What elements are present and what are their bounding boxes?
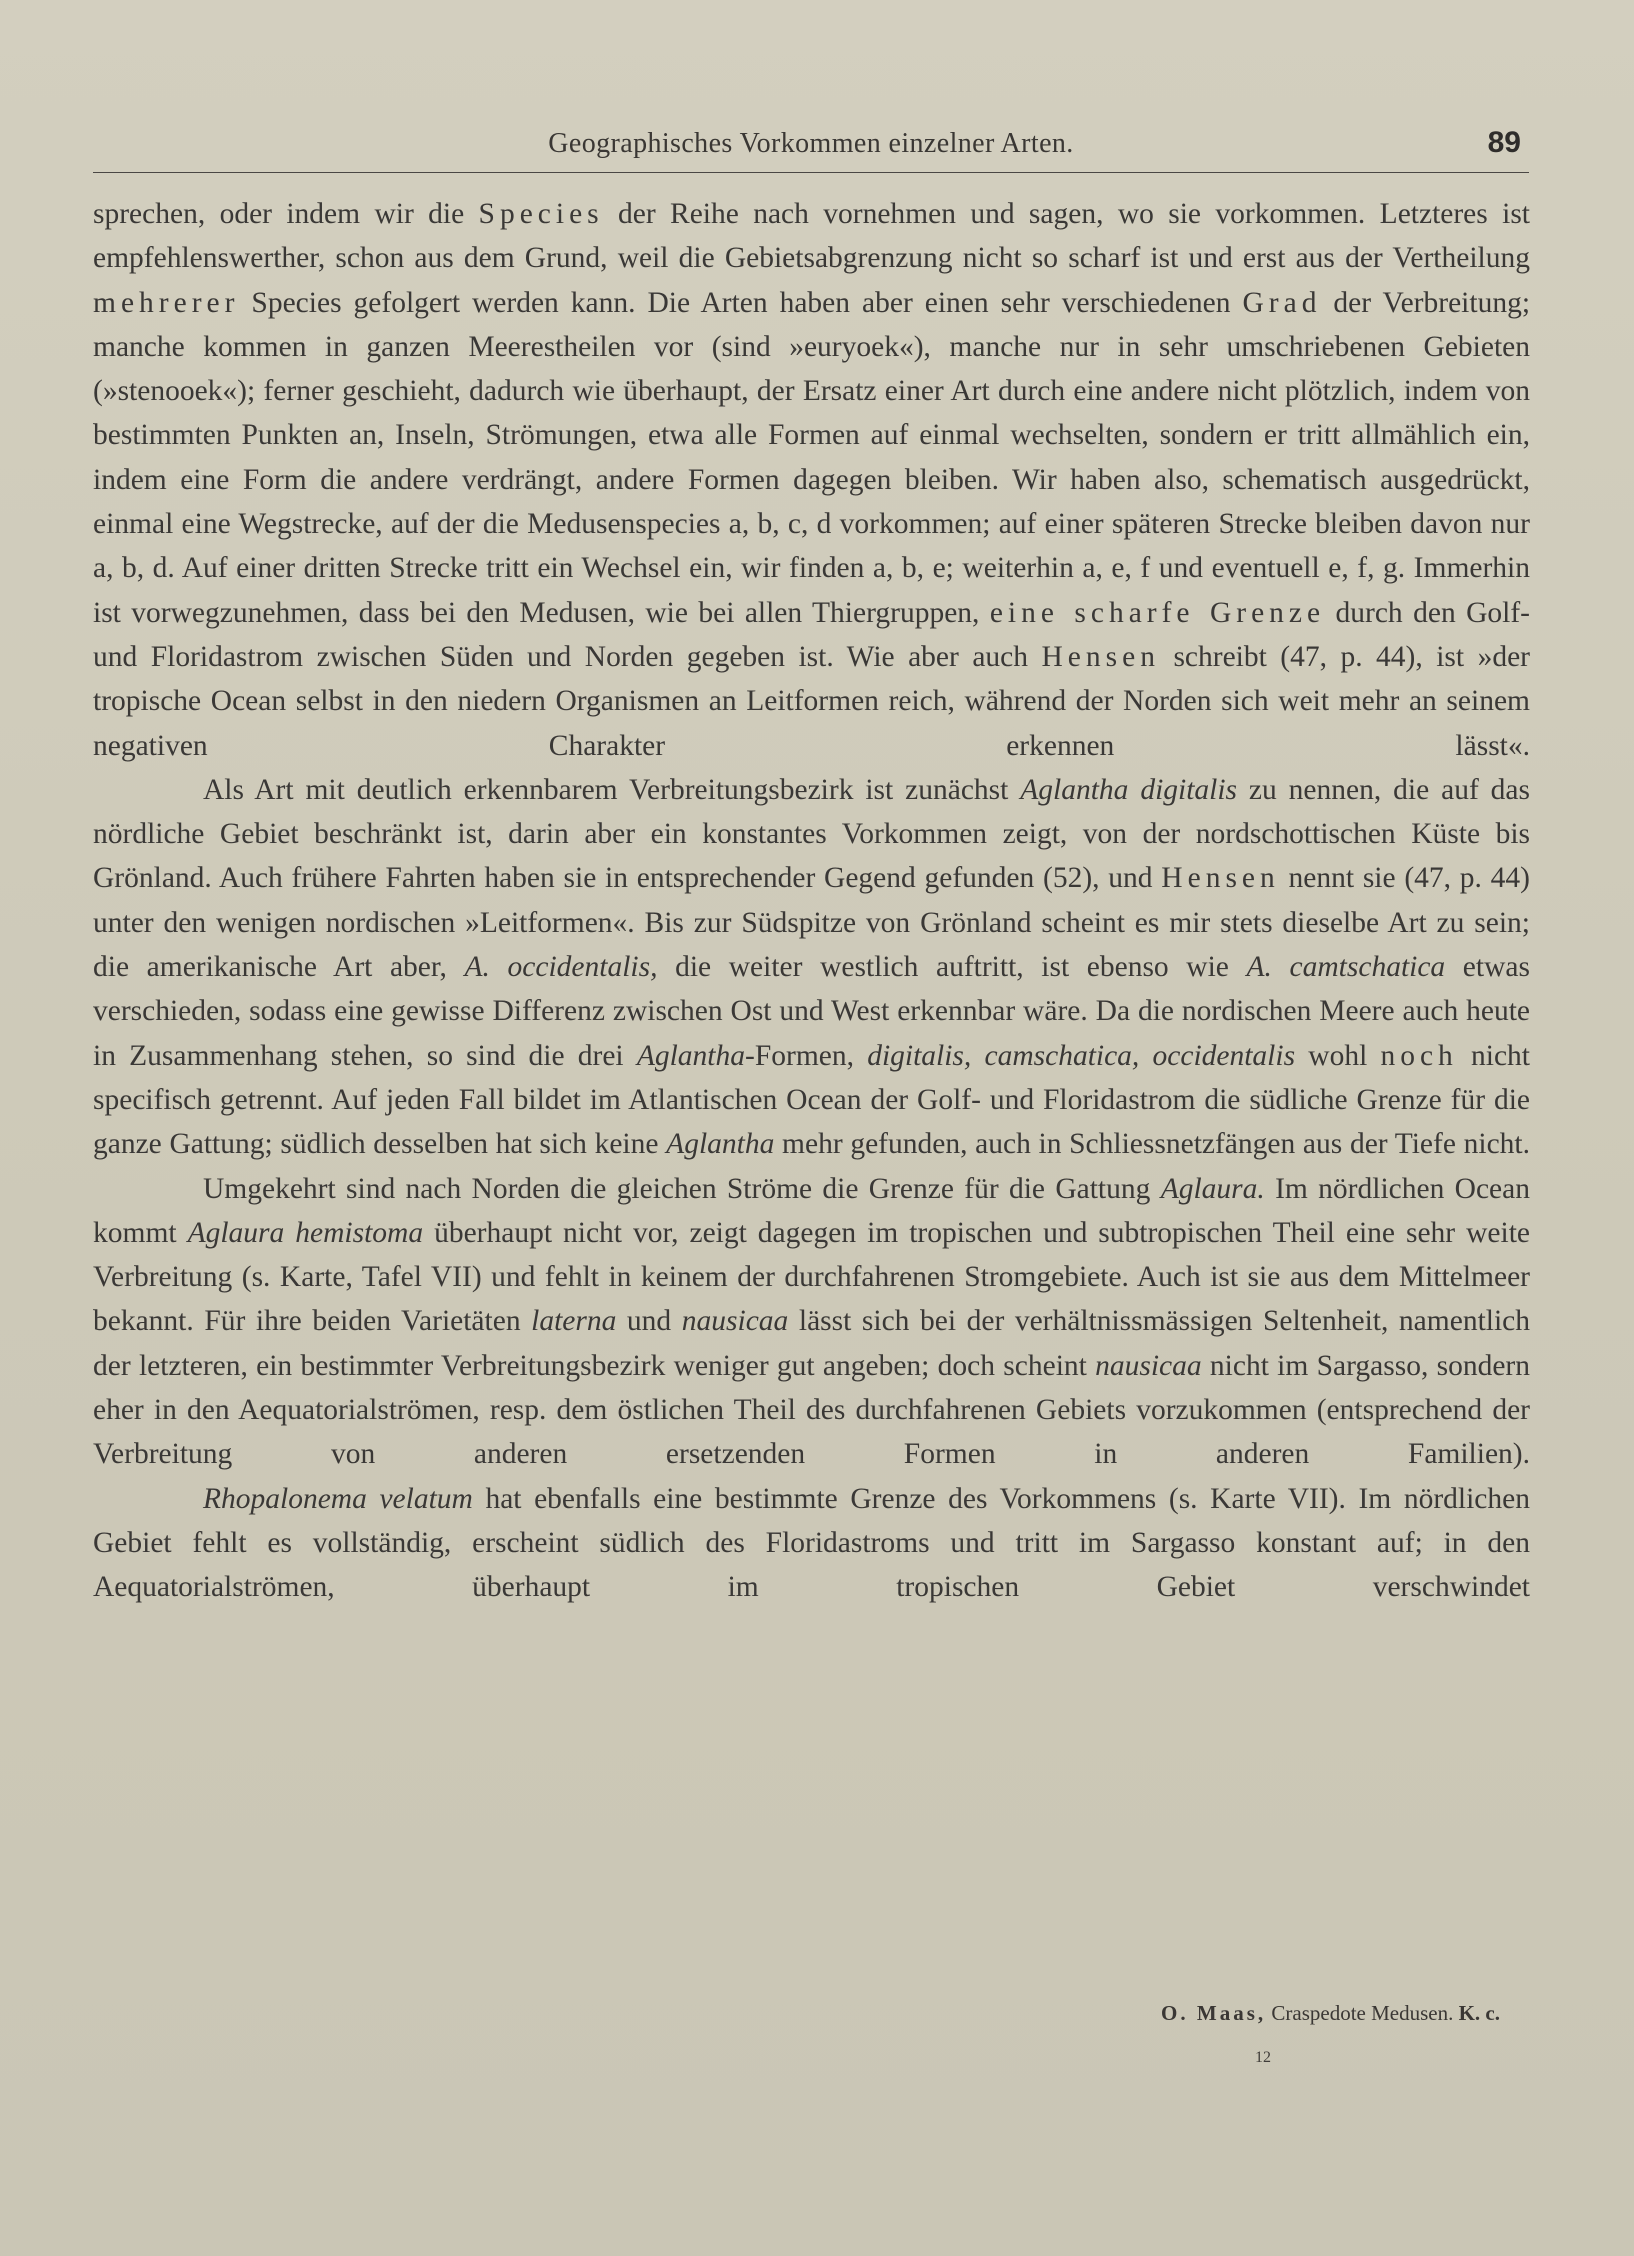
body-text [93, 192, 1530, 1610]
italic-term: Aglantha [666, 1128, 775, 1161]
signature-section: K. c. [1458, 2001, 1500, 2025]
text-run: überhaupt nicht vor, zeigt dagegen im tropischen und subtropischen Theil eine sehr weite Verbreitung (s. Karte, Tafel VII) und fehlt in keinem der durchfahrenen Stromgebiete. Auch ist sie aus dem Mittelmeer bekannt. Für ihre beiden Varietäten [93, 1216, 1530, 1338]
paragraph [93, 768, 1530, 1167]
header-rule [93, 172, 1529, 173]
text-run: -Formen, [745, 1039, 868, 1072]
spaced-emphasis: Species [478, 198, 604, 230]
spaced-emphasis: Grad [1242, 286, 1322, 319]
text-run: zu nennen, die auf das nördliche Gebiet beschränkt ist, darin aber ein konstantes Vorkommen zeigt, von der nordschottischen Küste bis Grönland. Auch frühere Fahrten haben sie in entsprechender Gegend gefunden (52), und [93, 773, 1530, 895]
text-run: Im nördlichen Ocean kommt [93, 1172, 1530, 1249]
text-run: nicht specifisch getrennt. Auf jeden Fall bildet im Atlantischen Ocean der Golf- und Floridastrom die südliche Grenze für die ganze Gattung; südlich desselben hat sich keine [93, 1039, 1531, 1161]
italic-term: nausicaa [1095, 1349, 1202, 1382]
paragraph [93, 192, 1530, 768]
text-run: Species gefolgert werden kann. Die Arten haben aber einen sehr verschiedenen [239, 286, 1243, 319]
text-run: der Reihe nach vornehmen und sagen, wo sie vorkommen. Letzteres ist empfehlenswerther, schon aus dem Grund, weil die Gebietsabgrenzung nicht so scharf ist und erst aus der Vertheilung [93, 198, 1530, 275]
paragraph [93, 1477, 1530, 1610]
text-run: Als Art mit deutlich erkennbarem Verbreitungsbezirk ist zunächst [203, 773, 1021, 806]
italic-term: Aglantha [636, 1039, 746, 1072]
sheet-number: 12 [1255, 2049, 1271, 2066]
text-run: hat ebenfalls eine bestimmte Grenze des Vorkommens (s. Karte VII). Im nördlichen Gebiet fehlt es vollständig, erscheint südlich des Floridastroms und tritt im Sargasso konstant auf; in den Aequatorialströmen, überhaupt im tropischen Gebiet verschwindet [93, 1482, 1530, 1604]
text-run: wohl [1295, 1039, 1381, 1072]
signature-work: Craspedote Medusen. [1271, 2001, 1454, 2025]
text-run: schreibt (47, p. 44), ist »der tropische Ocean selbst in den niedern Organismen an Leitformen reich, während der Norden sich weit mehr an seinem negativen Charakter erkennen lässt«. [93, 640, 1530, 762]
spaced-emphasis: Hensen [1041, 640, 1160, 673]
text-run: nicht im Sargasso, sondern eher in den Aequatorialströmen, resp. dem östlichen Theil des durchfahrenen Gebiets vorzukommen (entsprechend der Verbreitung von anderen ersetzenden Formen in anderen Familien). [93, 1349, 1530, 1471]
spaced-emphasis: Hensen [1161, 862, 1280, 895]
italic-term: laterna [531, 1305, 617, 1338]
signature-line [1000, 2001, 1500, 2026]
text-run: die weiter westlich auftritt, ist ebenso wie [657, 951, 1247, 984]
italic-term: digitalis, camschatica, occidentalis [867, 1039, 1296, 1072]
text-run: sprechen, oder indem wir die [93, 198, 479, 230]
spaced-emphasis: noch [1380, 1039, 1458, 1072]
italic-term: Aglaura. [1160, 1172, 1265, 1205]
text-run: nennt sie (47, p. 44) unter den wenigen nordischen »Leitformen«. Bis zur Südspitze von Grönland scheint es mir stets dieselbe Art zu sein; die amerikanische Art aber, [93, 862, 1530, 984]
signature-author: O. Maas, [1161, 2001, 1267, 2025]
text-run: durch den Golf- und Floridastrom zwischen Süden und Norden gegeben ist. Wie aber auch [93, 596, 1530, 673]
text-run: und [616, 1305, 682, 1338]
page-number: 89 [1487, 126, 1521, 159]
italic-term: Rhopalonema velatum [203, 1482, 473, 1515]
spaced-emphasis: eine scharfe Grenze [989, 596, 1326, 629]
italic-term: A. occidentalis, [464, 951, 658, 984]
running-title: Geographisches Vorkommen einzelner Arten. [548, 128, 1074, 159]
running-header [93, 128, 1529, 176]
text-run: der Verbreitung; manche kommen in ganzen Meerestheilen vor (sind »euryoek«), manche nur in sehr umschriebenen Gebieten (»stenooek«); ferner geschieht, dadurch wie überhaupt, der Ersatz einer Art durch eine andere nicht plötzlich, indem von bestimmten Punkten an, Inseln, Strömungen, etwa alle Formen auf einmal wechselten, sondern er tritt allmählich ein, indem eine Form die andere verdrängt, andere Formen dagegen bleiben. Wir haben also, schematisch ausgedrückt, einmal eine Wegstrecke, auf der die Medusenspecies a, b, c, d vorkommen; auf einer späteren Strecke bleiben davon nur a, b, d. Auf einer dritten Strecke tritt ein Wechsel ein, wir finden a, b, e; weiterhin a, e, f und eventuell e, f, g. Immerhin ist vorwegzunehmen, dass bei den Medusen, wie bei allen Thiergruppen, [93, 286, 1531, 629]
text-run: lässt sich bei der verhältnissmässigen Seltenheit, namentlich der letzteren, ein bestimmter Verbreitungsbezirk weniger gut angeben; doch scheint [93, 1305, 1530, 1382]
spaced-emphasis: mehrerer [93, 286, 240, 319]
paragraph [93, 1167, 1530, 1477]
italic-term: nausicaa [681, 1305, 789, 1338]
text-run: etwas verschieden, sodass eine gewisse Differenz zwischen Ost und West erkennbar wäre. Da die nordischen Meere auch heute in Zusammenhang stehen, so sind die drei [93, 951, 1530, 1072]
italic-term: Aglaura hemistoma [187, 1216, 424, 1249]
text-run: Umgekehrt sind nach Norden die gleichen Ströme die Grenze für die Gattung [203, 1172, 1161, 1205]
text-run: mehr gefunden, auch in Schliessnetzfängen aus der Tiefe nicht. [774, 1128, 1530, 1161]
italic-term: Aglantha digitalis [1020, 773, 1238, 806]
italic-term: A. camtschatica [1246, 951, 1446, 984]
